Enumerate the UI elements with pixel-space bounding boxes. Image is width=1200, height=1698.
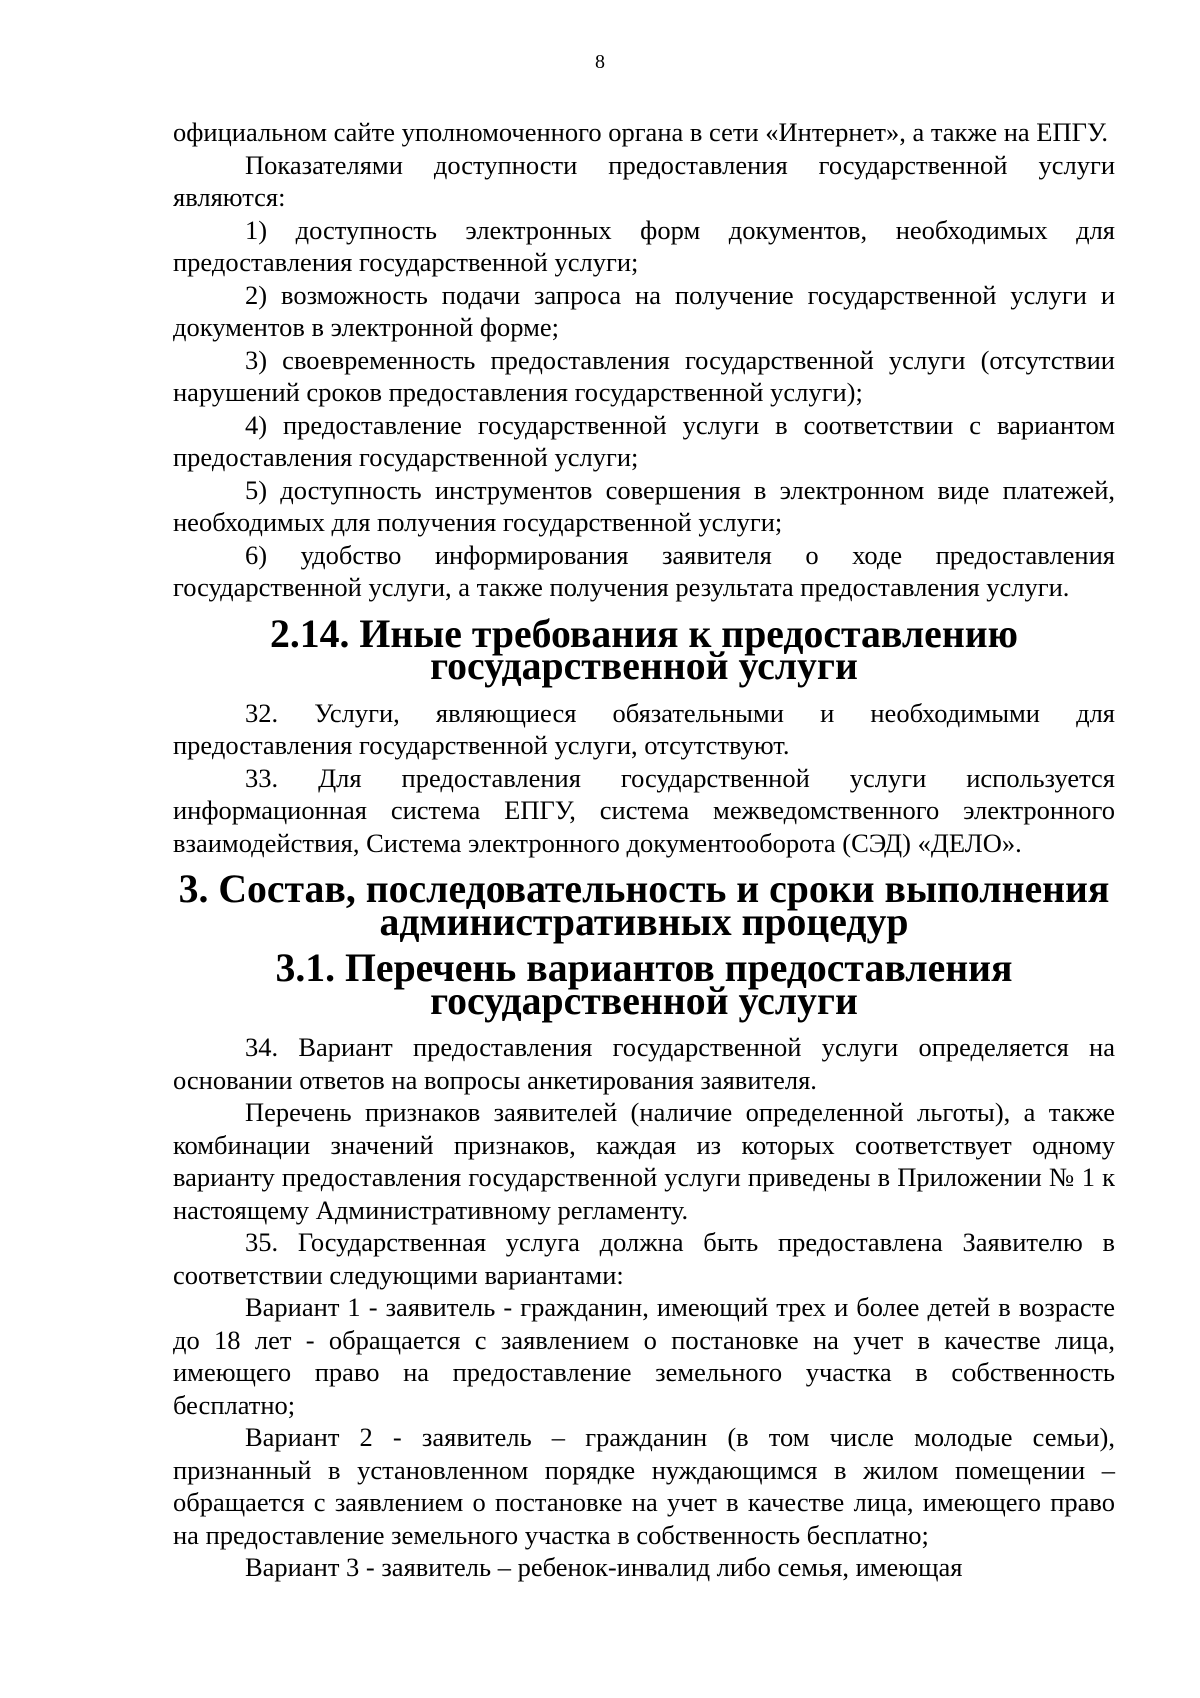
paragraph-variant-2: Вариант 2 - заявитель – гражданин (в том числе молодые семьи), признанный в установленном порядке нуждающимся в жилом помещении – обращается с заявлением о постановке на учет в качестве лица, имеющего право на предоставление земельного участка в собственность бесплатно; [173, 1422, 1115, 1550]
list-item-3: 3) своевременность предоставления государственной услуги (отсутствии нарушений сроков предоставления государственной услуги); [173, 344, 1115, 407]
paragraph-variant-1: Вариант 1 - заявитель - гражданин, имеющий трех и более детей в возрасте до 18 лет - обращается с заявлением о постановке на учет в качестве лица, имеющего право на предоставление земельного участка в собственность бесплатно; [173, 1292, 1115, 1420]
list-item-1: 1) доступность электронных форм документов, необходимых для предоставления государственной услуги; [173, 214, 1115, 277]
list-item-2: 2) возможность подачи запроса на получение государственной услуги и документов в электронной форме; [173, 279, 1115, 342]
paragraph-35: 35. Государственная услуга должна быть предоставлена Заявителю в соответствии следующими вариантами: [173, 1227, 1115, 1290]
page-number: 8 [595, 51, 605, 73]
list-item-6: 6) удобство информирования заявителя о ходе предоставления государственной услуги, а также получения результата предоставления услуги. [173, 539, 1115, 602]
list-item-5: 5) доступность инструментов совершения в электронном виде платежей, необходимых для получения государственной услуги; [173, 474, 1115, 537]
paragraph-applicant-attributes: Перечень признаков заявителей (наличие определенной льготы), а также комбинации значений признаков, каждая из которых соответствует одному варианту предоставления государственной услуги приведены в Приложении № 1 к настоящему Административному регламенту. [173, 1097, 1115, 1225]
paragraph-34: 34. Вариант предоставления государственной услуги определяется на основании ответов на вопросы анкетирования заявителя. [173, 1032, 1115, 1095]
list-item-4: 4) предоставление государственной услуги в соответствии с вариантом предоставления государственной услуги; [173, 409, 1115, 472]
document-body [173, 116, 1115, 1584]
section-heading-3: 3. Состав, последовательность и сроки выполнения административных процедур [178, 867, 1110, 944]
paragraph-33: 33. Для предоставления государственной услуги используется информационная система ЕПГУ, система межведомственного электронного взаимодействия, Система электронного документооборота (СЭД) «ДЕЛО». [173, 762, 1115, 858]
section-heading-2-14: 2.14. Иные требования к предоставлению государственной услуги [269, 611, 1018, 688]
paragraph-accessibility-indicators: Показателями доступности предоставления государственной услуги являются: [173, 149, 1115, 212]
paragraph-variant-3: Вариант 3 - заявитель – ребенок-инвалид либо семья, имеющая [245, 1552, 963, 1582]
paragraph-intro-continuation: официальном сайте уполномоченного органа в сети «Интернет», а также на ЕПГУ. [173, 117, 1109, 147]
section-heading-3-1: 3.1. Перечень вариантов предоставления государственной услуги [275, 946, 1013, 1023]
paragraph-32: 32. Услуги, являющиеся обязательными и необходимыми для предоставления государственной услуги, отсутствуют. [173, 697, 1115, 760]
